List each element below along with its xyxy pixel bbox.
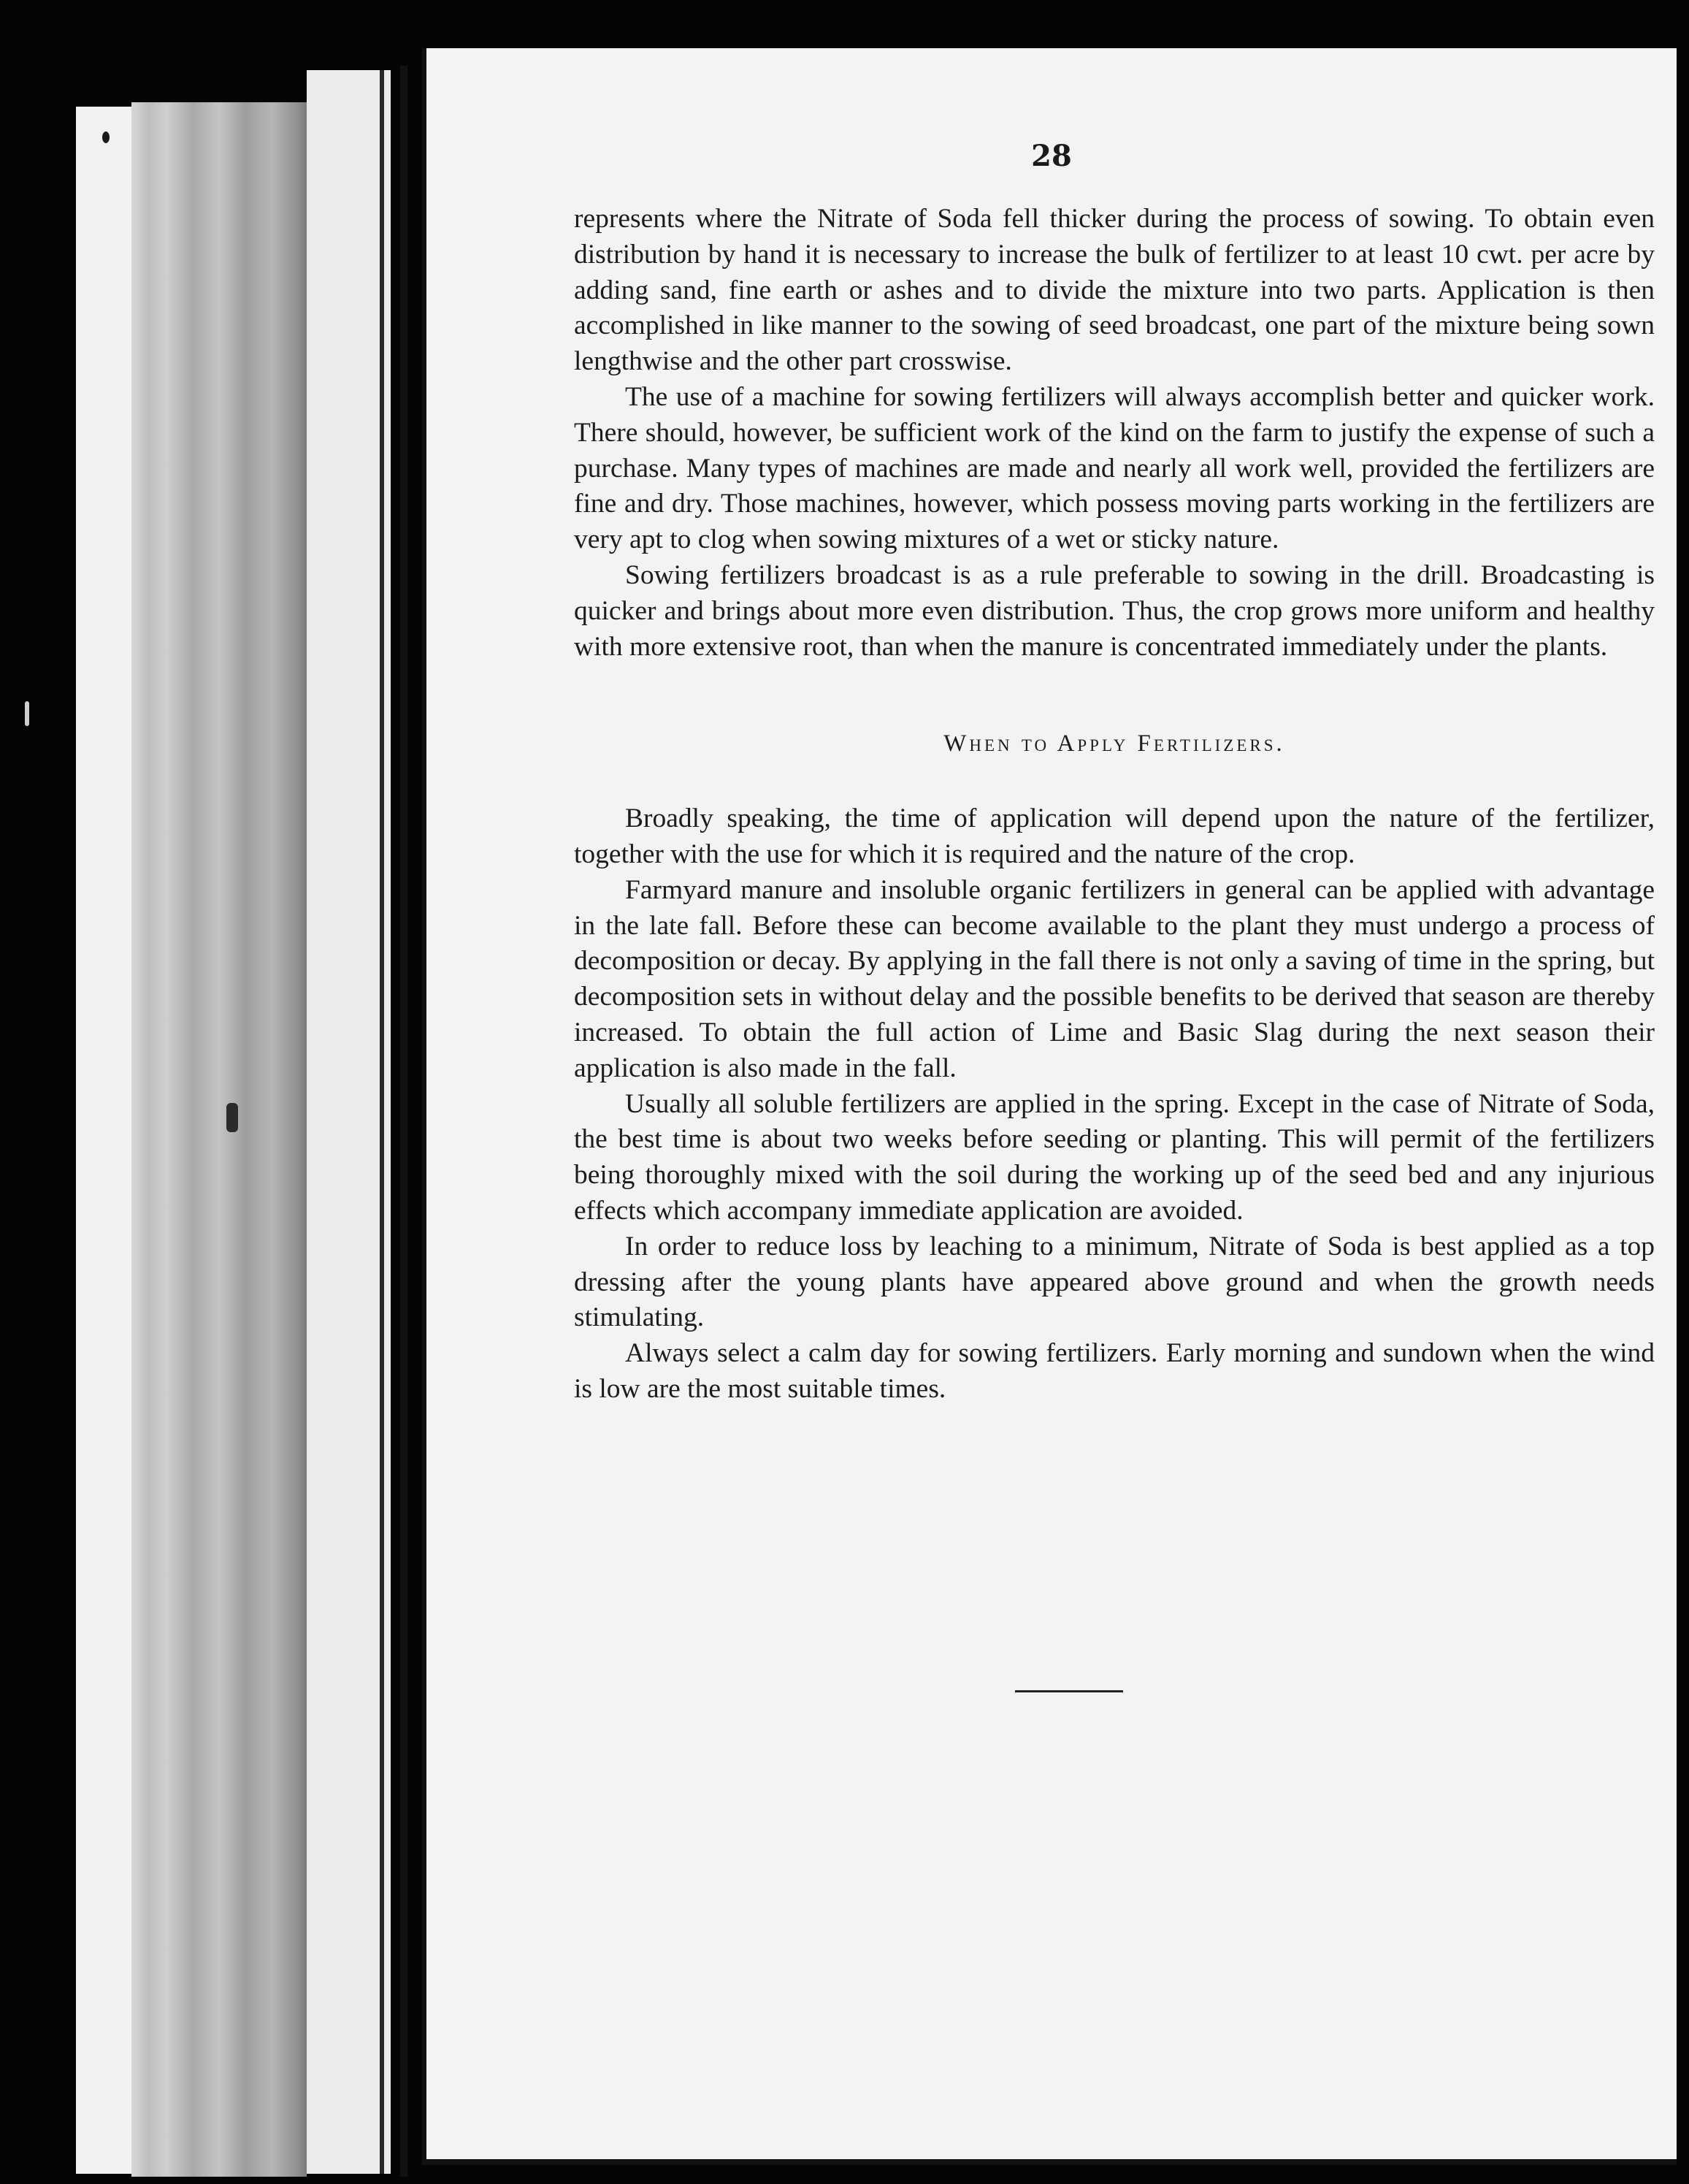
binding-gutter-shadow bbox=[131, 102, 307, 2177]
page-frame-line bbox=[400, 66, 407, 2177]
page-number: 28 bbox=[1031, 139, 1072, 173]
speck bbox=[226, 1103, 238, 1132]
paragraph: Sowing fertilizers broadcast is as a rule preferable to sowing in the drill. Broadcasting is quicker and brings about more even distribution. Thus, the crop grows more uniform and healthy with more extensive root, than when the manure is concentrated immediately under the plants. bbox=[574, 560, 1655, 662]
page-body bbox=[574, 202, 1655, 1408]
paragraph: Farmyard manure and insoluble organic fertilizers in general can be applied with advantage in the late fall. Before these can become available to the plant they must undergo a process of decomposition or decay. By applying in the fall there is not only a saving of time in the spring, but decomposition sets in without delay and the possible benefits to be derived that season are thereby increased. To obtain the full action of Lime and Basic Slag during the next season their application is also made in the fall. bbox=[574, 874, 1655, 1083]
underlying-page-edge bbox=[307, 70, 391, 2174]
paragraph: Broadly speaking, the time of application will depend upon the nature of the fertilizer, together with the use for which it is required and the nature of the crop. bbox=[574, 803, 1655, 869]
facing-page-margin bbox=[76, 107, 134, 2174]
document-page bbox=[422, 48, 1677, 2165]
end-rule bbox=[1015, 1690, 1123, 1692]
underlying-page-border bbox=[380, 70, 384, 2174]
section-heading: When to Apply Fertilizers. bbox=[943, 730, 1285, 757]
paragraph: Always select a calm day for sowing fertilizers. Early morning and sundown when the wind is low are the most suitable times. bbox=[574, 1338, 1655, 1404]
paragraph: In order to reduce loss by leaching to a minimum, Nitrate of Soda is best applied as a top dressing after the young plants have appeared above ground and when the growth needs stimulating. bbox=[574, 1231, 1655, 1333]
paragraph: represents where the Nitrate of Soda fell thicker during the process of sowing. To obtain even distribution by hand it is necessary to increase the bulk of fertilizer to at least 10 cwt. per acre by adding sand, fine earth or ashes and to divide the mixture into two parts. Application is then accomplished in like manner to the sowing of seed broadcast, one part of the mixture being sown lengthwise and the other part crosswise. bbox=[574, 204, 1655, 377]
paragraph: The use of a machine for sowing fertilizers will always accomplish better and quicker work. There should, however, be sufficient work of the kind on the farm to justify the expense of such a purchase. Many types of machines are made and nearly all work well, provided the fertilizers are fine and dry. Those machines, however, which possess moving parts working in the fertilizers are very apt to clog when sowing mixtures of a wet or sticky nature. bbox=[574, 381, 1655, 555]
paragraph: Usually all soluble fertilizers are applied in the spring. Except in the case of Nitrate of Soda, the best time is about two weeks before seeding or planting. This will permit of the fertilizers being thoroughly mixed with the soil during the working up of the seed bed and any injurious effects which accompany immediate application are avoided. bbox=[574, 1088, 1655, 1226]
speck bbox=[25, 701, 29, 726]
speck bbox=[102, 131, 110, 143]
